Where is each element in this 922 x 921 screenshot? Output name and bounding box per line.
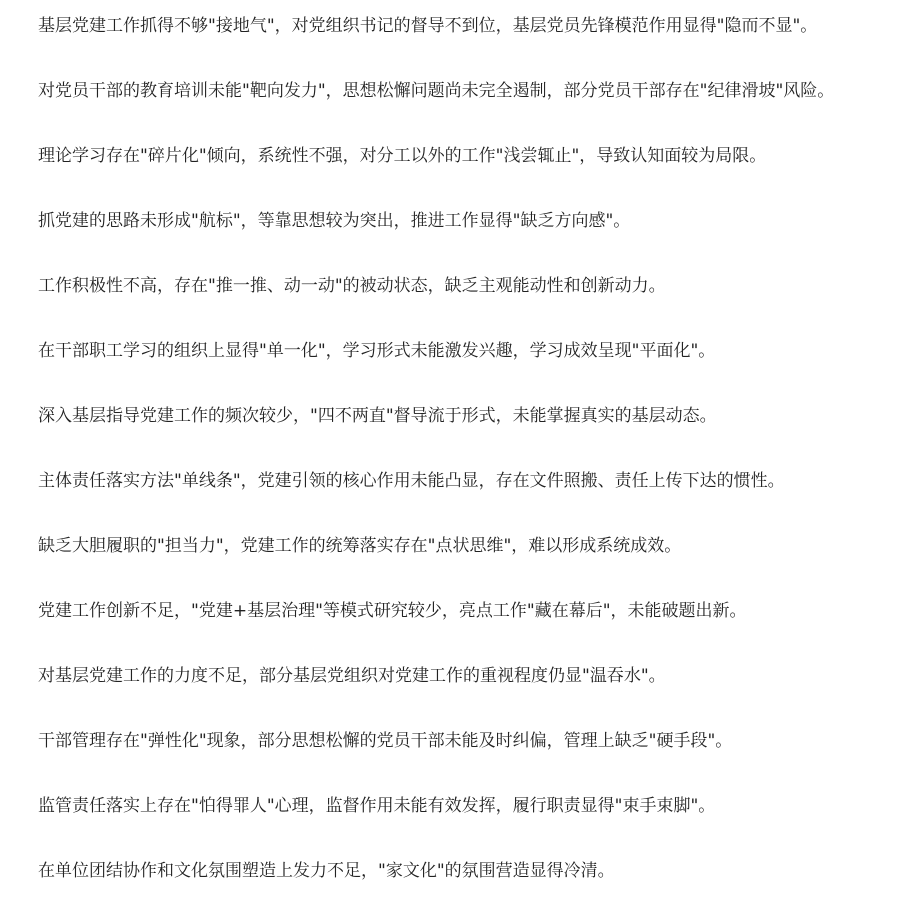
paragraph-7: 深入基层指导党建工作的频次较少，"四不两直"督导流于形式，未能掌握真实的基层动态。 — [38, 406, 717, 426]
paragraph-13: 监管责任落实上存在"怕得罪人"心理，监督作用未能有效发挥，履行职责显得"束手束脚"。 — [38, 796, 716, 816]
paragraph-14: 在单位团结协作和文化氛围塑造上发力不足，"家文化"的氛围营造显得冷清。 — [38, 861, 615, 881]
paragraph-6: 在干部职工学习的组织上显得"单一化"，学习形式未能激发兴趣，学习成效呈现"平面化"。 — [38, 341, 716, 361]
article-body — [38, 11, 898, 886]
paragraph-9: 缺乏大胆履职的"担当力"，党建工作的统筹落实存在"点状思维"，难以形成系统成效。 — [38, 536, 682, 556]
paragraph-3: 理论学习存在"碎片化"倾向，系统性不强，对分工以外的工作"浅尝辄止"，导致认知面较为局限。 — [38, 146, 767, 166]
paragraph-4: 抓党建的思路未形成"航标"，等靠思想较为突出，推进工作显得"缺乏方向感"。 — [38, 211, 631, 231]
paragraph-12: 干部管理存在"弹性化"现象，部分思想松懈的党员干部未能及时纠偏，管理上缺乏"硬手段"。 — [38, 731, 733, 751]
paragraph-8: 主体责任落实方法"单线条"，党建引领的核心作用未能凸显，存在文件照搬、责任上传下达的惯性。 — [38, 471, 785, 491]
paragraph-5: 工作积极性不高，存在"推一推、动一动"的被动状态，缺乏主观能动性和创新动力。 — [38, 276, 666, 296]
paragraph-2: 对党员干部的教育培训未能"靶向发力"，思想松懈问题尚未完全遏制，部分党员干部存在"纪律滑坡"风险。 — [38, 81, 835, 101]
paragraph-11: 对基层党建工作的力度不足，部分基层党组织对党建工作的重视程度仍显"温吞水"。 — [38, 666, 666, 686]
paragraph-1: 基层党建工作抓得不够"接地气"，对党组织书记的督导不到位，基层党员先锋模范作用显得"隐而不显"。 — [38, 16, 818, 36]
paragraph-10: 党建工作创新不足，"党建+基层治理"等模式研究较少，亮点工作"藏在幕后"，未能破题出新。 — [38, 601, 747, 621]
